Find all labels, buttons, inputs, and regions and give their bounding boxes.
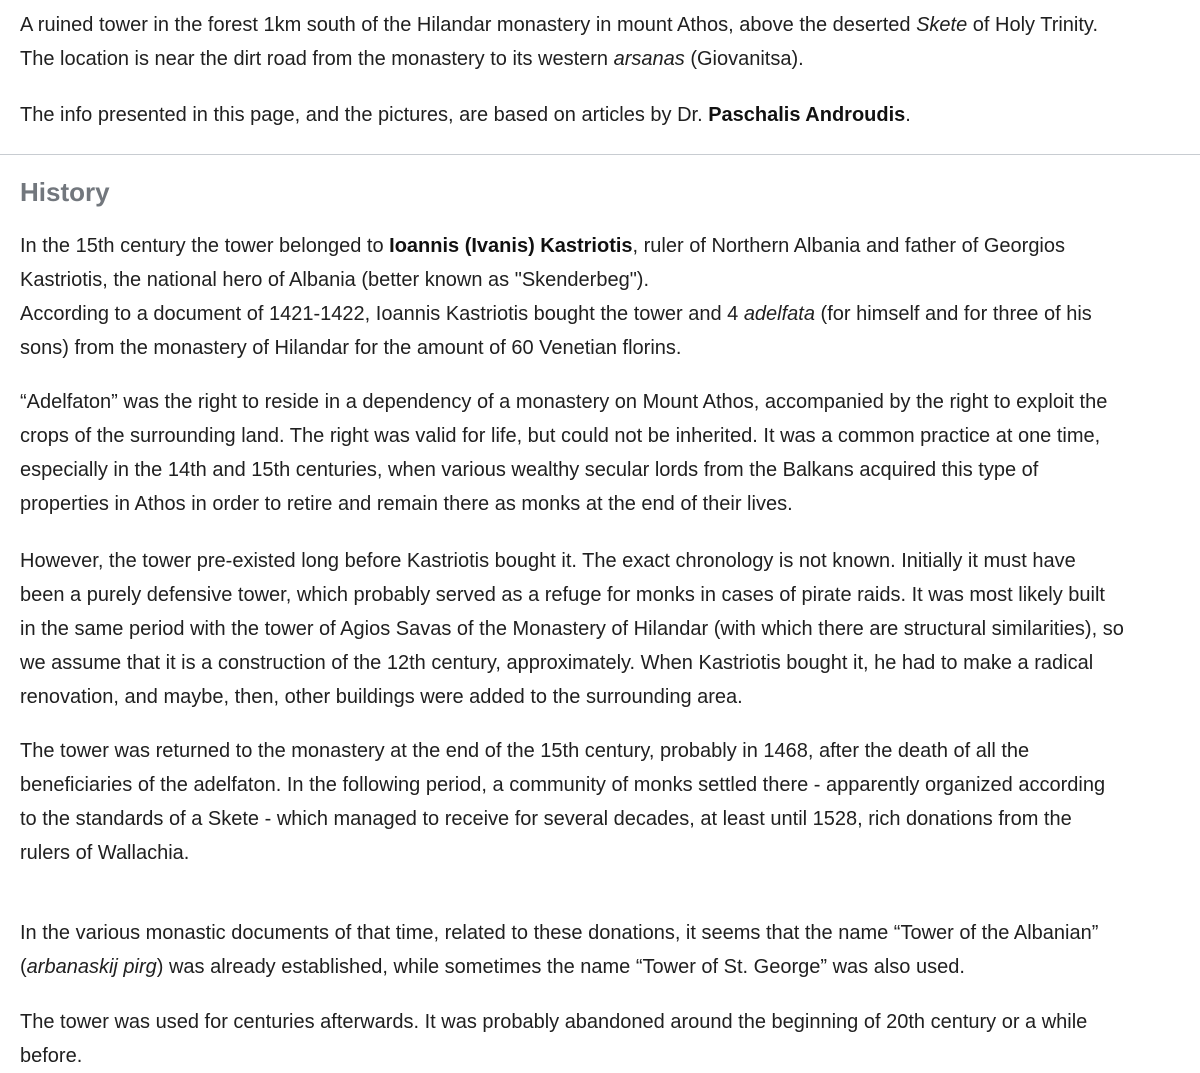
abandonment-paragraph <box>20 1005 1124 1073</box>
intro-paragraph <box>20 8 1098 76</box>
intro-text: (Giovanitsa). <box>684 48 804 70</box>
chronology-paragraph <box>20 544 1124 714</box>
history-line: However, the tower pre-existed long before Kastriotis bought it. The exact chronology is not known. Initially it must have <box>20 550 1076 572</box>
arsanas-term: arsanas <box>613 48 685 70</box>
intro-text: The location is near the dirt road from the monastery to its western <box>20 48 614 70</box>
intro-text: A ruined tower in the forest 1km south of the Hilandar monastery in mount Athos, above the deserted <box>20 14 917 36</box>
history-line <box>20 229 1124 263</box>
adelfaton-paragraph <box>20 385 1124 521</box>
history-heading: History <box>20 177 110 207</box>
intro-line <box>20 8 1098 42</box>
history-line: In the various monastic documents of that time, related to these donations, it seems that the name “Tower of the Albanian” <box>20 922 1099 944</box>
history-line: we assume that it is a construction of the 12th century, approximately. When Kastriotis bought it, he had to make a radical <box>20 652 1094 674</box>
history-line: properties in Athos in order to retire and remain there as monks at the end of their lives. <box>20 493 793 515</box>
history-text: (for himself and for three of his <box>814 303 1092 325</box>
history-section <box>20 229 1124 1073</box>
intro-text: of Holy Trinity. <box>967 14 1099 36</box>
history-text: ( <box>20 956 27 978</box>
skete-term: Skete <box>916 14 968 36</box>
return-paragraph <box>20 734 1124 870</box>
arbanaskij-term: arbanaskij pirg <box>26 956 157 978</box>
history-line: before. <box>20 1045 83 1067</box>
source-text: The info presented in this page, and the pictures, are based on articles by Dr. <box>20 104 709 126</box>
history-line <box>20 297 1124 331</box>
intro-section <box>20 8 1098 132</box>
history-line: been a purely defensive tower, which probably served as a refuge for monks in cases of pirate raids. It was most likely built <box>20 584 1105 606</box>
source-paragraph <box>20 98 1098 132</box>
history-line: beneficiaries of the adelfaton. In the following period, a community of monks settled there - apparently organized according <box>20 774 1106 796</box>
adelfata-term: adelfata <box>743 303 815 325</box>
source-line <box>20 98 1098 132</box>
kastriotis-name: Ioannis (Ivanis) Kastriotis <box>389 235 633 257</box>
history-line: sons) from the monastery of Hilandar for the amount of 60 Venetian florins. <box>20 337 682 359</box>
history-paragraph <box>20 229 1124 365</box>
history-line: crops of the surrounding land. The right was valid for life, but could not be inherited. It was a common practice at one time, <box>20 425 1101 447</box>
history-line: to the standards of a Skete - which managed to receive for several decades, at least until 1528, rich donations from the <box>20 808 1072 830</box>
history-line: The tower was used for centuries afterwards. It was probably abandoned around the beginning of 20th century or a while <box>20 1011 1088 1033</box>
history-line: renovation, and maybe, then, other buildings were added to the surrounding area. <box>20 686 743 708</box>
history-line: The tower was returned to the monastery at the end of the 15th century, probably in 1468, after the death of all the <box>20 740 1030 762</box>
history-line: “Adelfaton” was the right to reside in a dependency of a monastery on Mount Athos, accompanied by the right to exploit the <box>20 391 1108 413</box>
history-line: in the same period with the tower of Agios Savas of the Monastery of Hilandar (with which there are structural similarities), so <box>20 618 1124 640</box>
history-line: especially in the 14th and 15th centuries, when various wealthy secular lords from the Balkans acquired this type of <box>20 459 1039 481</box>
history-text: , ruler of Northern Albania and father of Georgios <box>632 235 1066 257</box>
history-text: In the 15th century the tower belonged to <box>20 235 390 257</box>
history-line: rulers of Wallachia. <box>20 842 190 864</box>
intro-line <box>20 42 1098 76</box>
source-text: . <box>905 104 911 126</box>
author-name: Paschalis Androudis <box>708 104 906 126</box>
history-text: ) was already established, while sometimes the name “Tower of St. George” was also used. <box>156 956 965 978</box>
history-line: Kastriotis, the national hero of Albania (better known as "Skenderbeg"). <box>20 269 650 291</box>
history-line <box>20 950 1124 984</box>
section-divider <box>0 154 1200 155</box>
name-paragraph <box>20 916 1124 984</box>
history-text: According to a document of 1421-1422, Ioannis Kastriotis bought the tower and 4 <box>20 303 744 325</box>
